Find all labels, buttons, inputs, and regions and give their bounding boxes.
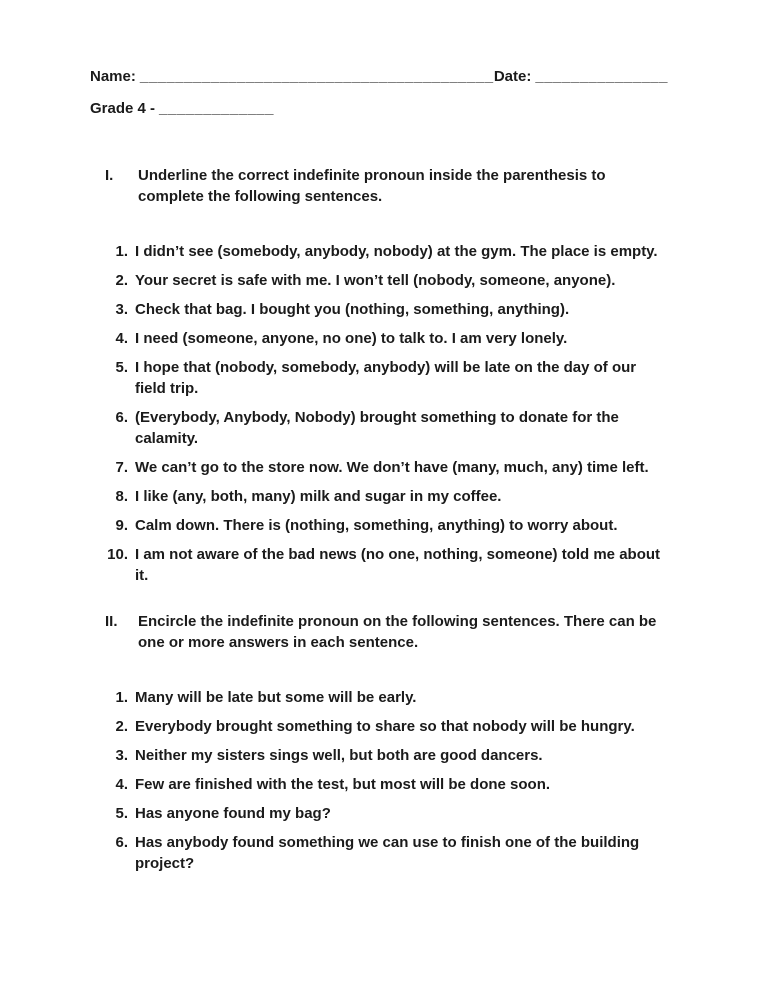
name-blank-line: ________________________________________: [139, 68, 494, 85]
grade-label: Grade 4 -: [90, 100, 156, 117]
item-number: 3.: [115, 301, 128, 318]
item-number: 8.: [115, 488, 128, 505]
item-number: 10.: [107, 546, 128, 563]
section-1-header: [105, 165, 668, 207]
item-text: Check that bag. I bought you (nothing, something, anything).: [135, 301, 570, 318]
list-item: [105, 486, 668, 507]
item-number: 4.: [115, 330, 128, 347]
section-2-header: [105, 611, 668, 653]
item-text: I like (any, both, many) milk and sugar in my coffee.: [135, 488, 502, 505]
list-item: [105, 515, 668, 536]
item-number: 1.: [115, 689, 128, 706]
list-item: [105, 774, 668, 795]
name-field: [90, 66, 494, 87]
section-1-instructions: Underline the correct indefinite pronoun inside the parenthesis to complete the following sentences.: [138, 167, 606, 205]
grade-blank-line: _____________: [159, 100, 274, 117]
item-text: Has anybody found something we can use to finish one of the building project?: [135, 834, 640, 872]
section-1: [105, 165, 668, 586]
section-1-items: [105, 241, 668, 586]
list-item: [105, 241, 668, 262]
item-text: Neither my sisters sings well, but both are good dancers.: [135, 747, 543, 764]
list-item: [105, 716, 668, 737]
list-item: [105, 803, 668, 824]
item-text: Calm down. There is (nothing, something, anything) to worry about.: [135, 517, 618, 534]
list-item: [105, 544, 668, 586]
section-2-numeral: II.: [105, 613, 118, 630]
list-item: [105, 457, 668, 478]
date-label: Date:: [493, 68, 532, 85]
list-item: [105, 407, 668, 449]
item-text: Many will be late but some will be early.: [135, 689, 417, 706]
grade-field: [90, 98, 668, 119]
list-item: [105, 357, 668, 399]
date-blank-line: _______________: [535, 68, 668, 85]
item-text: Few are finished with the test, but most will be done soon.: [135, 776, 551, 793]
item-text: I didn’t see (somebody, anybody, nobody) at the gym. The place is empty.: [135, 243, 658, 260]
item-text: (Everybody, Anybody, Nobody) brought something to donate for the calamity.: [135, 409, 619, 447]
item-text: We can’t go to the store now. We don’t have (many, much, any) time left.: [135, 459, 649, 476]
list-item: [105, 745, 668, 766]
item-text: I need (someone, anyone, no one) to talk to. I am very lonely.: [135, 330, 568, 347]
list-item: [105, 270, 668, 291]
item-number: 6.: [115, 409, 128, 426]
section-2-items: [105, 687, 668, 874]
header-row: [90, 66, 668, 87]
item-number: 4.: [115, 776, 128, 793]
item-number: 5.: [115, 359, 128, 376]
section-2-instructions: Encircle the indefinite pronoun on the following sentences. There can be one or more answers in each sentence.: [138, 613, 657, 651]
list-item: [105, 299, 668, 320]
date-field: [494, 66, 668, 87]
item-number: 9.: [115, 517, 128, 534]
section-1-numeral: I.: [105, 167, 114, 184]
item-text: Has anyone found my bag?: [135, 805, 331, 822]
list-item: [105, 687, 668, 708]
name-label: Name:: [90, 68, 136, 85]
item-number: 2.: [115, 272, 128, 289]
item-number: 2.: [115, 718, 128, 735]
item-number: 3.: [115, 747, 128, 764]
list-item: [105, 328, 668, 349]
item-number: 5.: [115, 805, 128, 822]
item-number: 7.: [115, 459, 128, 476]
item-text: Your secret is safe with me. I won’t tell (nobody, someone, anyone).: [135, 272, 616, 289]
item-text: I am not aware of the bad news (no one, nothing, someone) told me about it.: [135, 546, 661, 584]
item-number: 1.: [115, 243, 128, 260]
item-text: I hope that (nobody, somebody, anybody) will be late on the day of our field trip.: [135, 359, 637, 397]
section-2: [105, 611, 668, 874]
item-text: Everybody brought something to share so that nobody will be hungry.: [135, 718, 635, 735]
item-number: 6.: [115, 834, 128, 851]
list-item: [105, 832, 668, 874]
